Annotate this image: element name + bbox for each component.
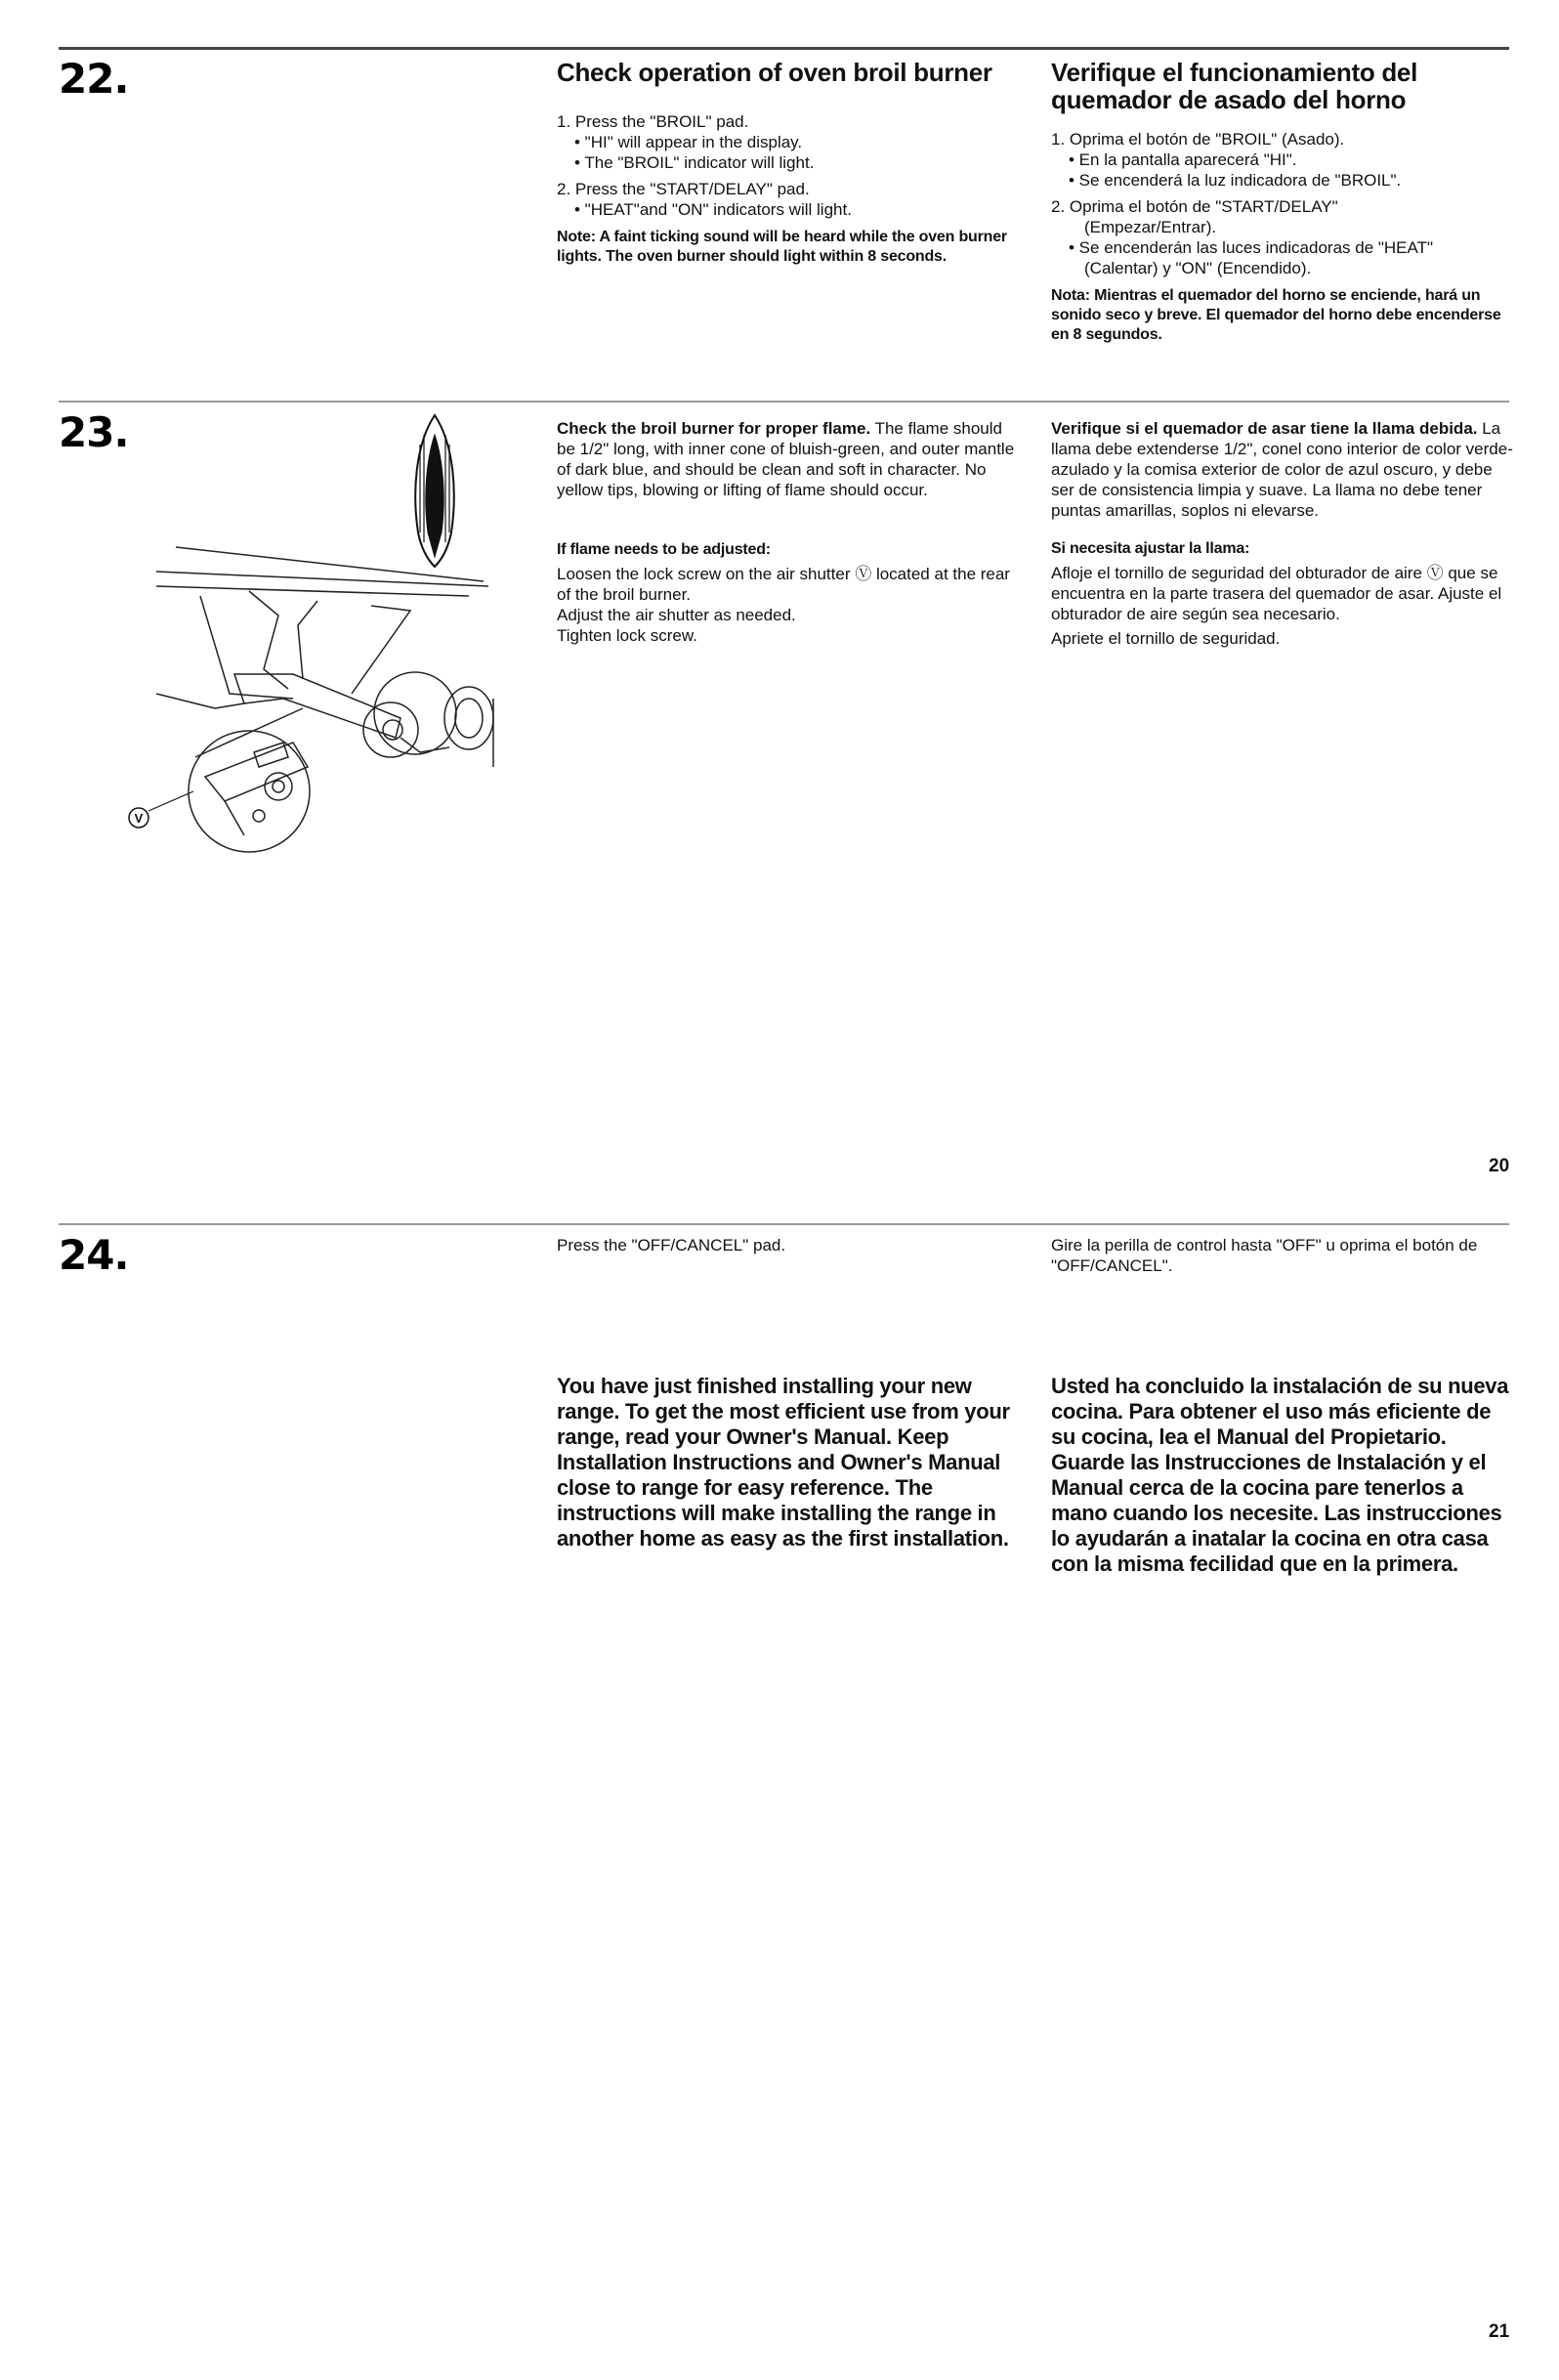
oven-cavity-outline: [156, 547, 493, 767]
list-item: Apriete el tornillo de seguridad.: [1051, 629, 1281, 648]
list-item: 1. Oprima el botón de "BROIL" (Asado).: [1051, 130, 1345, 149]
air-shutter-detail: [189, 708, 310, 852]
list-item: Adjust the air shutter as needed.: [557, 606, 796, 624]
list-item: Afloje el tornillo de seguridad del obturador de aire Ⓥ que se encuentra en la parte trasera del quemador de asar. Ajuste el obturador de aire según sea necesario.: [1051, 564, 1502, 623]
callout-v-marker: [129, 791, 193, 828]
top-rule: [59, 47, 1509, 50]
list-item: • The "BROIL" indicator will light.: [574, 153, 815, 172]
section-rule-24: [59, 1223, 1509, 1225]
page-number-20: 20: [1489, 1156, 1510, 1176]
flame-description-body-es: La llama debe extenderse 1/2", conel cono interior de color verde-azulado y la comisa exterior de color de azul oscuro, y debe ser de consistencia limpia y suave. La llama no debe tener puntas amarillas, soplos ni elevarse.: [1051, 419, 1513, 520]
list-item: (Empezar/Entrar).: [1084, 218, 1217, 236]
step-22-note: Note: A faint ticking sound will be heard while the oven burner lights. The oven burner should light within 8 seconds.: [557, 229, 1007, 265]
flame-description-lead-es: Verifique si el quemador de asar tiene la llama debida.: [1051, 419, 1478, 438]
list-item: (Calentar) y "ON" (Encendido).: [1084, 259, 1312, 277]
step-number-22: 22.: [59, 55, 129, 103]
step-number-23: 23.: [59, 408, 129, 456]
list-item: • En la pantalla aparecerá "HI".: [1069, 150, 1297, 169]
adjust-flame-subhead-es: Si necesita ajustar la llama:: [1051, 540, 1250, 557]
flame-icon: [415, 415, 454, 567]
broil-burner-illustration: [134, 415, 508, 845]
adjust-flame-subhead: If flame needs to be adjusted:: [557, 541, 771, 558]
closing-message-english: You have just finished installing your new range. To get the most efficient use from your range, read your Owner's Manual. Keep Installation Instructions and Owner's Manual close to range for easy reference. The instructions will make installing the range in another home as easy as the first installation.: [557, 1374, 1010, 1551]
step-24-spanish: Gire la perilla de control hasta "OFF" u oprima el botón de "OFF/CANCEL".: [1051, 1236, 1478, 1275]
step-number-24: 24.: [59, 1231, 129, 1279]
closing-message-spanish: Usted ha concluido la instalación de su nueva cocina. Para obtener el uso más eficiente de su cocina, lea el Manual del Propietario. Guarde las Instrucciones de Instalación y el Manual cerca de la cocina pare tenerlos a mano cuando los necesite. Las instrucciones lo ayudarán a inatalar la cocina en otra casa con la misma fecilidad que en la primera.: [1051, 1374, 1509, 1576]
flame-description-lead: Check the broil burner for proper flame.: [557, 419, 871, 438]
step-22-spanish: [1051, 59, 1520, 345]
list-item: • "HI" will appear in the display.: [574, 133, 803, 151]
list-item: 2. Press the "START/DELAY" pad.: [557, 180, 810, 198]
step-23-spanish: [1051, 418, 1520, 649]
list-item: • "HEAT"and "ON" indicators will light.: [574, 200, 852, 219]
flame-description-body: The flame should be 1/2" long, with inner cone of bluish-green, and outer mantle of dark blue, and should be clean and soft in character. No yellow tips, blowing or lifting of flame should occur.: [557, 419, 1015, 499]
step-23-english: [557, 418, 1021, 646]
step-24-english: Press the "OFF/CANCEL" pad.: [557, 1236, 786, 1254]
step-22-heading-es: Verifique el funcionamiento del quemador de asado del horno: [1051, 58, 1417, 114]
list-item: 1. Press the "BROIL" pad.: [557, 112, 749, 131]
list-item: Loosen the lock screw on the air shutter Ⓥ located at the rear of the broil burner.: [557, 565, 1010, 604]
step-22-note-es: Nota: Mientras el quemador del horno se enciende, hará un sonido seco y breve. El quemador del horno debe encenderse en 8 segundos.: [1051, 287, 1501, 343]
step-22-english: [557, 59, 1021, 267]
flame-description: [557, 418, 1021, 500]
section-rule-23: [59, 401, 1509, 403]
list-item: 2. Oprima el botón de "START/DELAY": [1051, 197, 1338, 216]
step-22-heading: Check operation of oven broil burner: [557, 58, 992, 87]
list-item: Tighten lock screw.: [557, 626, 697, 645]
flame-description-es: [1051, 418, 1520, 521]
page-number-21: 21: [1489, 2321, 1510, 2342]
list-item: • Se encenderá la luz indicadora de "BROIL".: [1069, 171, 1402, 190]
callout-v-label: V: [134, 811, 144, 826]
list-item: • Se encenderán las luces indicadoras de "HEAT": [1069, 238, 1434, 257]
